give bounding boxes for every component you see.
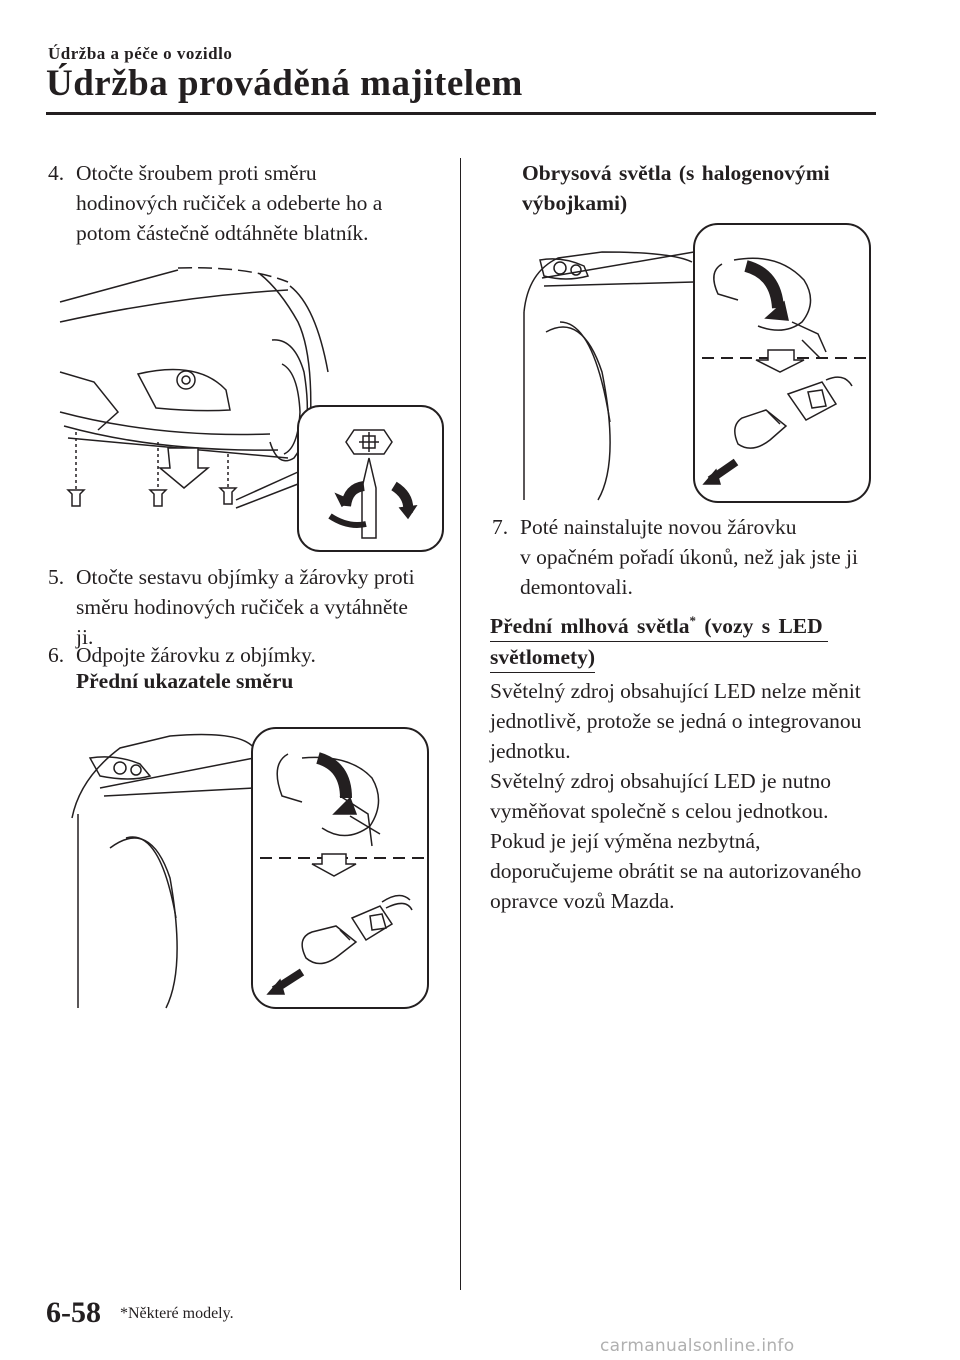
heading-main: Přední mlhová světla (490, 614, 690, 639)
paragraph-line: vyměňovat společně s celou jednotkou. (490, 799, 829, 823)
fog-light-paragraph (490, 676, 885, 916)
paragraph-line: doporučujeme obrátit se na autorizovaného (490, 859, 862, 883)
step-number: 4. (48, 161, 65, 185)
step-text-line: v opačném pořadí úkonů, než jak jste ji (520, 545, 858, 569)
page-title: Údržba prováděná majitelem (46, 63, 523, 104)
paragraph-line: jednotku. (490, 739, 571, 763)
footnote: *Některé modely. (120, 1305, 234, 1322)
subheading-front-turn-signals: Přední ukazatele směru (76, 669, 294, 693)
step-number: 7. (492, 515, 509, 539)
step-text-line: Odpojte žárovku z objímky. (76, 643, 316, 667)
step-number: 6. (48, 643, 65, 667)
step-text-line: potom částečně odtáhněte blatník. (76, 221, 369, 245)
turn-signal-bulb-illustration (70, 718, 430, 1010)
paragraph-line: Světelný zdroj obsahující LED je nutno (490, 769, 831, 793)
paragraph-line: Světelný zdroj obsahující LED nelze měnit (490, 679, 861, 703)
subheading-position-lights-line1: Obrysová světla (s halogenovými (522, 161, 830, 185)
footnote-marker: * (689, 613, 696, 628)
heading-line1 (490, 606, 828, 642)
step-number: 5. (48, 565, 65, 589)
title-divider (46, 112, 876, 115)
paragraph-line: jednotlivě, protože se jedná o integrovanou (490, 709, 862, 733)
paragraph-line: opravce vozů Mazda. (490, 889, 675, 913)
heading-front-fog-lights (490, 606, 828, 673)
step-7 (492, 512, 892, 602)
heading-line2: světlomety) (490, 642, 595, 673)
heading-rest: (vozy s LED (696, 614, 823, 639)
column-divider (460, 158, 461, 1290)
step-text-line: hodinových ručiček a odeberte ho a (76, 191, 383, 215)
step-text-line: ji. (76, 625, 94, 649)
watermark[interactable]: carmanualsonline.info (600, 1336, 795, 1356)
step-text-line: Otočte sestavu objímky a žárovky proti (76, 565, 415, 589)
step-text-line: směru hodinových ručiček a vytáhněte (76, 595, 408, 619)
step-text-line: Otočte šroubem proti směru (76, 161, 317, 185)
step-text-line: demontovali. (520, 575, 633, 599)
paragraph-line: Pokud je její výměna nezbytná, (490, 829, 761, 853)
section-label: Údržba a péče o vozidlo (48, 44, 233, 63)
page-number: 6-58 (46, 1296, 101, 1329)
position-light-bulb-illustration (522, 222, 874, 504)
subheading-position-lights-line2: výbojkami) (522, 191, 628, 215)
bumper-screw-illustration (58, 262, 448, 554)
step-4 (48, 158, 448, 248)
step-text-line: Poté nainstalujte novou žárovku (520, 515, 797, 539)
step-5 (48, 562, 448, 652)
